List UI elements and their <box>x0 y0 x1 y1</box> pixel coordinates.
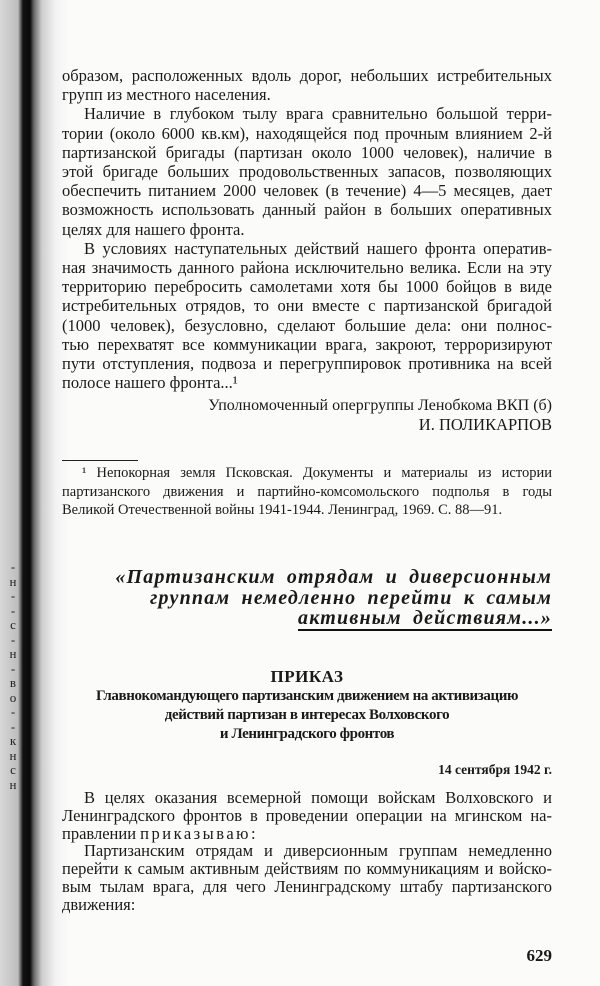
text-line: В целях оказания всемерной помощи войскам Волховского и <box>84 788 552 807</box>
text-line: вым тылам врага, для чего Ленинградскому штабу партизанского <box>62 876 552 896</box>
text-line: этой бригаде больших продовольственных запасов, позволяющих <box>62 162 552 182</box>
paragraph <box>62 104 552 238</box>
paragraph <box>62 789 552 842</box>
section-heading-line: группам немедленно перейти к самым <box>149 586 552 609</box>
bleed-character: - <box>10 588 16 603</box>
text-line: движения: <box>62 894 136 914</box>
page-number: 629 <box>526 946 552 965</box>
text-line: тории (около 6000 кв.км), находящейся под прочным влиянием 2-й <box>62 123 552 143</box>
text-line: В условиях наступательных действий нашего фронта оператив- <box>84 238 552 258</box>
bleed-character: - <box>10 718 16 734</box>
order-subtitle-line: и Ленинградского фронтов <box>219 726 395 742</box>
bleed-character: к <box>9 733 17 748</box>
text-line: (1000 человек), безусловно, сделают большие дела: они полнос- <box>62 315 552 335</box>
section-heading-line: «Партизанским отрядам и диверсионным <box>115 566 552 588</box>
text-fragment: правлении <box>62 823 141 843</box>
text-line: перейти к самым активным действиям по коммуникациям и войско- <box>62 859 552 879</box>
bleed-character: - <box>10 631 16 647</box>
text-line: ная значимость данного района исключительно велика. Если на эту <box>62 258 552 278</box>
bleed-character: н <box>9 646 17 661</box>
text-line: целях для нашего фронта. <box>62 219 245 239</box>
text-line: обеспечить питанием 2000 человек (в течение) 4—5 месяцев, дает <box>62 181 552 201</box>
bleed-character: о <box>9 689 17 705</box>
bleed-character: н <box>9 776 17 792</box>
body-text-order <box>62 789 552 914</box>
text-line: пути отступления, подвоза и перегруппировок противника на всей <box>62 354 552 374</box>
bleed-character: - <box>10 602 16 618</box>
text-line: образом, расположенных вдоль дорог, небольших истребительных <box>62 66 552 85</box>
bleed-character: н <box>9 747 17 763</box>
signature-position: Уполномоченный опергруппы Ленобкома ВКП (б) <box>208 397 552 414</box>
order-date: 14 сентября 1942 г. <box>438 762 552 777</box>
text-line <box>62 825 552 843</box>
signature-block <box>208 397 552 434</box>
body-text-top <box>62 66 552 392</box>
bleed-character: - <box>10 704 16 719</box>
bleed-character: с <box>10 617 16 632</box>
order-subtitle-line: действий партизан в интересах Волховского <box>164 707 450 723</box>
text-line: партизанского движения и партийно-комсомольского подполья в годы <box>62 483 552 500</box>
text-line: тью перехватят все коммуникации врага, закроют, терроризируют <box>62 334 552 354</box>
text-line: полосе нашего фронта...¹ <box>62 373 238 393</box>
text-line: возможность использовать данный район в больших оперативных <box>62 200 552 220</box>
bleed-character: н <box>9 573 17 589</box>
order-title: ПРИКАЗ <box>270 667 344 686</box>
text-fragment: : <box>250 823 256 843</box>
bleed-character: с <box>10 762 16 777</box>
section-heading <box>115 567 552 631</box>
bleed-character: - <box>10 559 16 574</box>
bleed-character: в <box>9 675 17 690</box>
text-line: Наличие в глубоком тылу врага сравнительно большой терри- <box>84 104 552 124</box>
emphasized-word: приказываю <box>140 823 251 843</box>
text-line: ¹ Непокорная земля Псковская. Документы и материалы из истории <box>82 465 552 481</box>
bleed-character: - <box>10 660 16 676</box>
order-subtitle-line: Главнокомандующего партизанским движением на активизацию <box>95 688 519 704</box>
text-line: партизанской бригады (партизан около 1000 человек), наличие в <box>62 142 552 162</box>
footnote <box>62 464 552 520</box>
text-line: групп из местного населения. <box>62 85 271 105</box>
paragraph <box>62 842 552 913</box>
text-line: истребительных отрядов, то они вместе с партизанской бригадой <box>62 296 552 316</box>
paragraph <box>62 66 552 104</box>
book-binding-shadow <box>0 0 70 986</box>
paragraph <box>62 239 552 393</box>
text-line: Ленинградского фронтов в проведении операции на мгинском на- <box>62 805 552 825</box>
footnote-separator <box>62 460 138 461</box>
text-line: Партизанским отрядам и диверсионным группам немедленно <box>84 841 552 861</box>
order-heading <box>62 666 552 744</box>
section-heading-line: активным действиям...» <box>298 607 552 629</box>
text-line: территорию перебросить самолетами хотя бы 1000 бойцов в виде <box>62 277 552 297</box>
text-line: Великой Отечественной войны 1941-1944. Ленинград, 1969. С. 88—91. <box>62 502 503 518</box>
signature-name: И. ПОЛИКАРПОВ <box>418 414 552 434</box>
